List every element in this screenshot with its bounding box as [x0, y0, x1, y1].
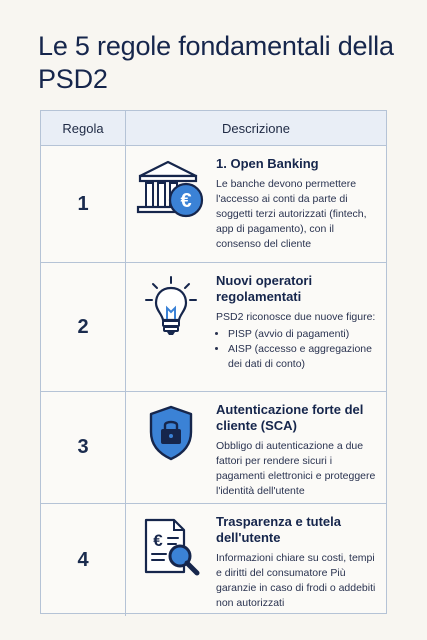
- lightbulb-icon: [126, 263, 216, 391]
- table-row: [41, 392, 386, 504]
- svg-text:€: €: [180, 190, 192, 212]
- shield-lock-icon: [126, 392, 216, 503]
- bank-euro-icon: [126, 146, 216, 262]
- table-header: [41, 111, 386, 146]
- rule-number: 3: [41, 392, 126, 503]
- list-item: • AISP (accesso e aggregazione dei dati di conto): [228, 342, 380, 372]
- rule-description: PSD2 riconosce due nuove figure:: [216, 311, 376, 323]
- table-row: [41, 146, 386, 263]
- rule-description: Obbligo di autenticazione a due fattori per rendere sicuri i pagamenti elettronici e proteggere l'identità dell'utente: [216, 440, 376, 497]
- rule-description: Le banche devono permettere l'accesso ai conti da parte di soggetti terzi autorizzati (fintech, app di pagamento), con il consenso del cliente: [216, 178, 367, 250]
- table-row: [41, 263, 386, 392]
- page-title: Le 5 regole fondamentali della PSD2: [38, 31, 394, 94]
- header-rule: Regola: [41, 111, 126, 145]
- rules-table: [40, 110, 387, 614]
- operator-list: [216, 327, 380, 372]
- rule-description: Informazioni chiare su costi, tempi e diritti del consumatore Più garanzie in caso di frodi o addebiti non autorizzati: [216, 552, 376, 609]
- table-row: [41, 504, 386, 616]
- list-item: • PISP (avvio di pagamenti): [228, 327, 380, 342]
- document-magnifier-icon: [126, 504, 216, 616]
- rule-heading: Autenticazione forte del cliente (SCA): [216, 402, 364, 433]
- rule-number: 1: [41, 146, 126, 262]
- rule-heading: 1. Open Banking: [216, 156, 319, 171]
- rule-number: 2: [41, 263, 126, 391]
- header-description: Descrizione: [222, 120, 290, 136]
- rule-heading: Nuovi operatori regolamentati: [216, 273, 313, 304]
- svg-text:€: €: [153, 531, 163, 550]
- rule-number: 4: [41, 504, 126, 616]
- rule-heading: Trasparenza e tutela dell'utente: [216, 514, 341, 545]
